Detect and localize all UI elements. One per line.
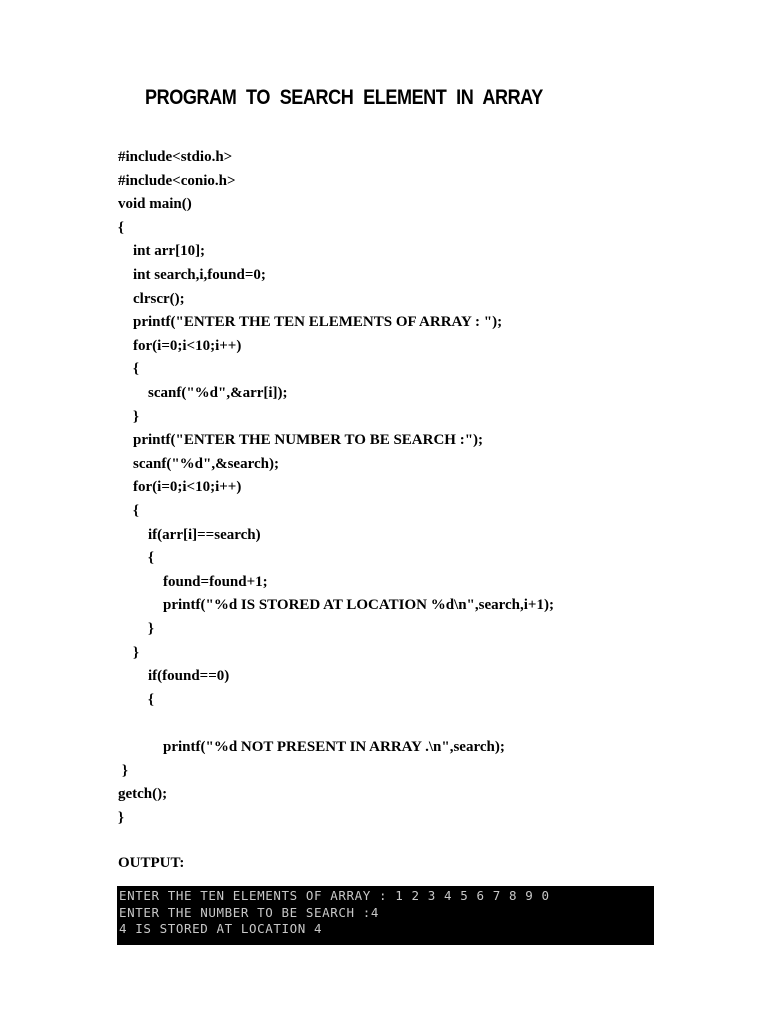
code-line: }	[133, 644, 139, 661]
code-line: if(found==0)	[148, 668, 230, 685]
code-line: printf("ENTER THE TEN ELEMENTS OF ARRAY : ");	[133, 314, 503, 331]
page-title: PROGRAM TO SEARCH ELEMENT IN ARRAY	[145, 86, 543, 109]
code-line: }	[148, 621, 154, 637]
code-line: {	[133, 361, 139, 378]
code-line: #include<conio.h>	[118, 172, 236, 189]
code-line: scanf("%d",&search);	[133, 455, 279, 472]
code-line: if(arr[i]==search)	[148, 526, 261, 543]
code-line: {	[148, 550, 154, 567]
code-line: for(i=0;i<10;i++)	[133, 479, 242, 496]
code-line: printf("%d IS STORED AT LOCATION %d\n",search,i+1);	[163, 597, 554, 614]
code-line: }	[118, 809, 124, 826]
code-line: printf("%d NOT PRESENT IN ARRAY .\n",search);	[163, 739, 505, 755]
code-line: }	[133, 408, 139, 425]
code-line: getch();	[118, 786, 168, 803]
code-line: scanf("%d",&arr[i]);	[148, 385, 288, 401]
code-line: {	[118, 219, 124, 236]
code-line: {	[133, 503, 139, 519]
console-output	[117, 886, 654, 945]
code-line: }	[122, 762, 128, 779]
code-line: {	[148, 691, 154, 708]
code-line: int arr[10];	[133, 243, 206, 260]
code-line: int search,i,found=0;	[133, 267, 266, 283]
output-heading: OUTPUT:	[118, 855, 185, 871]
code-line: void main()	[118, 196, 192, 213]
code-line: #include<stdio.h>	[118, 149, 233, 165]
code-line: for(i=0;i<10;i++)	[133, 337, 242, 354]
console-line: 4 IS STORED AT LOCATION 4	[119, 921, 323, 936]
code-line: printf("ENTER THE NUMBER TO BE SEARCH :");	[133, 432, 484, 449]
console-line: ENTER THE NUMBER TO BE SEARCH :4	[119, 904, 380, 920]
console-line: ENTER THE TEN ELEMENTS OF ARRAY : 1 2 3 4 5 6 7 8 9 0	[119, 888, 550, 903]
code-line: found=found+1;	[163, 573, 268, 590]
code-line: clrscr();	[133, 290, 185, 307]
